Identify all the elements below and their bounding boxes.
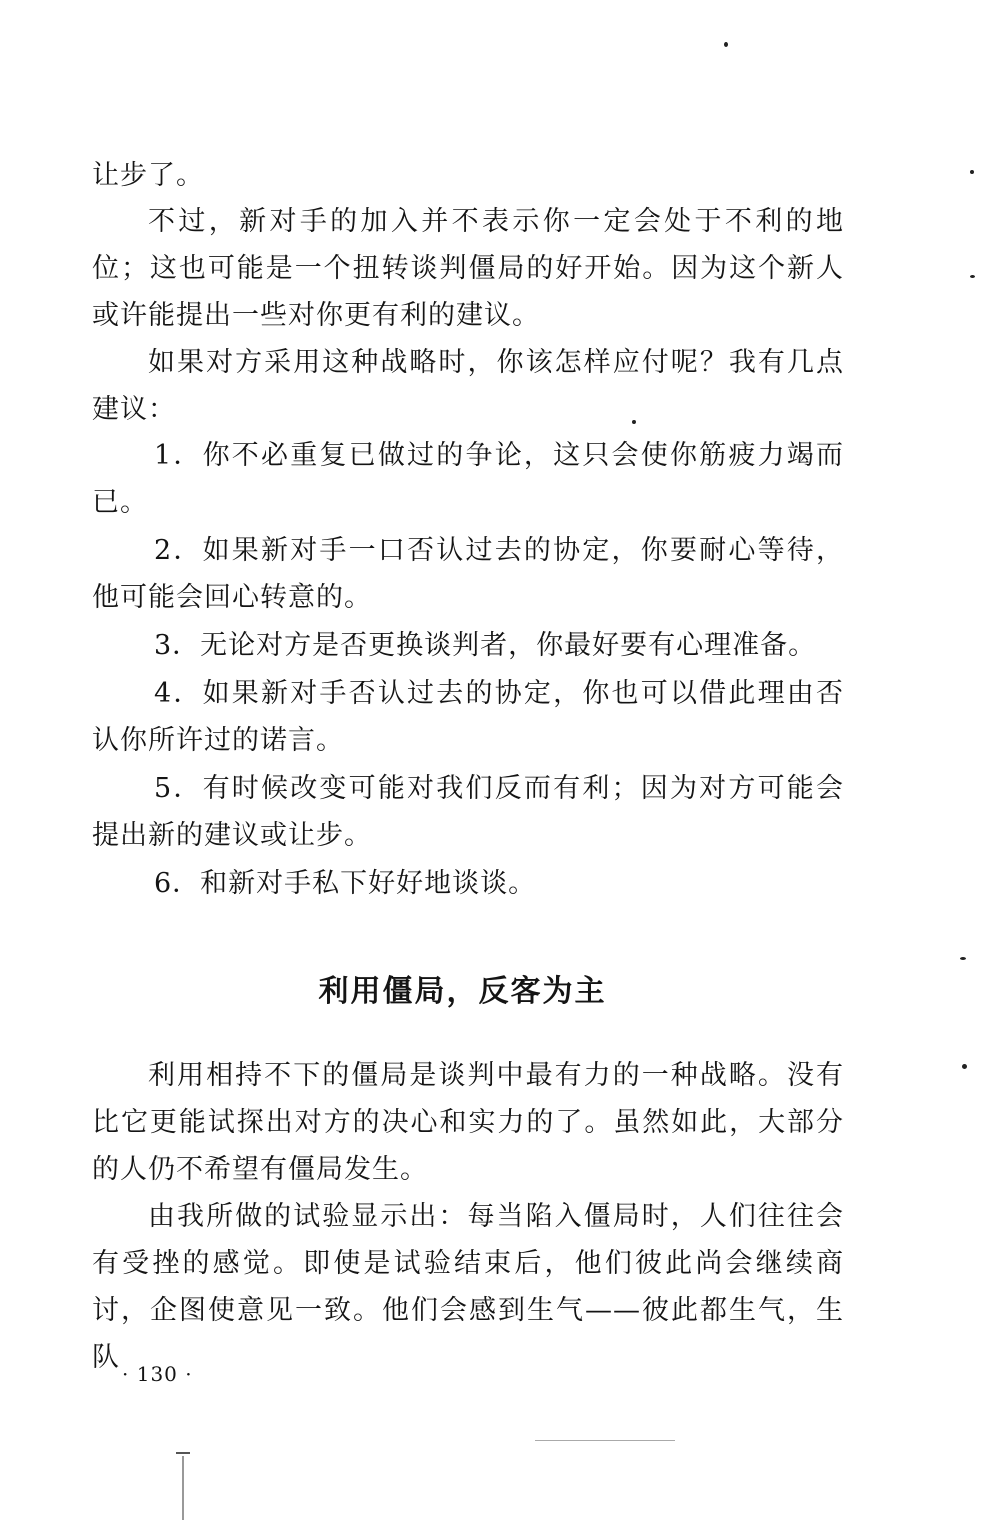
list-item-4: 4．如果新对手否认过去的协定，你也可以借此理由否认你所许过的诺言。 <box>92 678 844 756</box>
paragraph-continued: 让步了。 <box>92 160 204 191</box>
list-item-2: 2．如果新对手一口否认过去的协定，你要耐心等待，他可能会回心转意的。 <box>92 535 844 613</box>
section-paragraph-1: 利用相持不下的僵局是谈判中最有力的一种战略。没有比它更能试探出对方的决心和实力的了。虽然如此，大部分的人仍不希望有僵局发生。 <box>92 1060 844 1185</box>
scan-mark <box>182 1456 184 1520</box>
scan-speck <box>960 957 966 960</box>
paragraph-new-opponent: 不过，新对手的加入并不表示你一定会处于不利的地位；这也可能是一个扭转谈判僵局的好开始。因为这个新人或许能提出一些对你更有利的建议。 <box>92 206 844 331</box>
scan-speck <box>970 170 974 174</box>
list-item-5: 5．有时候改变可能对我们反而有利；因为对方可能会提出新的建议或让步。 <box>92 773 844 851</box>
list-item-3: 3．无论对方是否更换谈判者，你最好要有心理准备。 <box>154 630 817 661</box>
scan-speck <box>632 420 636 424</box>
section-heading: 利用僵局，反客为主 <box>318 974 607 1009</box>
scan-speck <box>962 1064 967 1069</box>
list-item-1: 1．你不必重复已做过的争论，这只会使你筋疲力竭而已。 <box>92 440 844 518</box>
scan-mark <box>176 1452 190 1454</box>
scan-speck <box>970 275 975 278</box>
scan-mark <box>535 1440 675 1441</box>
section-paragraph-2: 由我所做的试验显示出：每当陷入僵局时，人们往往会有受挫的感觉。即使是试验结束后，他们彼此尚会继续商讨，企图使意见一致。他们会感到生气——彼此都生气，生队 <box>92 1201 844 1373</box>
list-item-6: 6．和新对手私下好好地谈谈。 <box>154 868 537 899</box>
page-number: · 130 · <box>122 1362 193 1386</box>
paragraph-how-to-respond: 如果对方采用这种战略时，你该怎样应付呢？我有几点建议： <box>92 347 844 425</box>
scan-speck <box>724 42 728 47</box>
